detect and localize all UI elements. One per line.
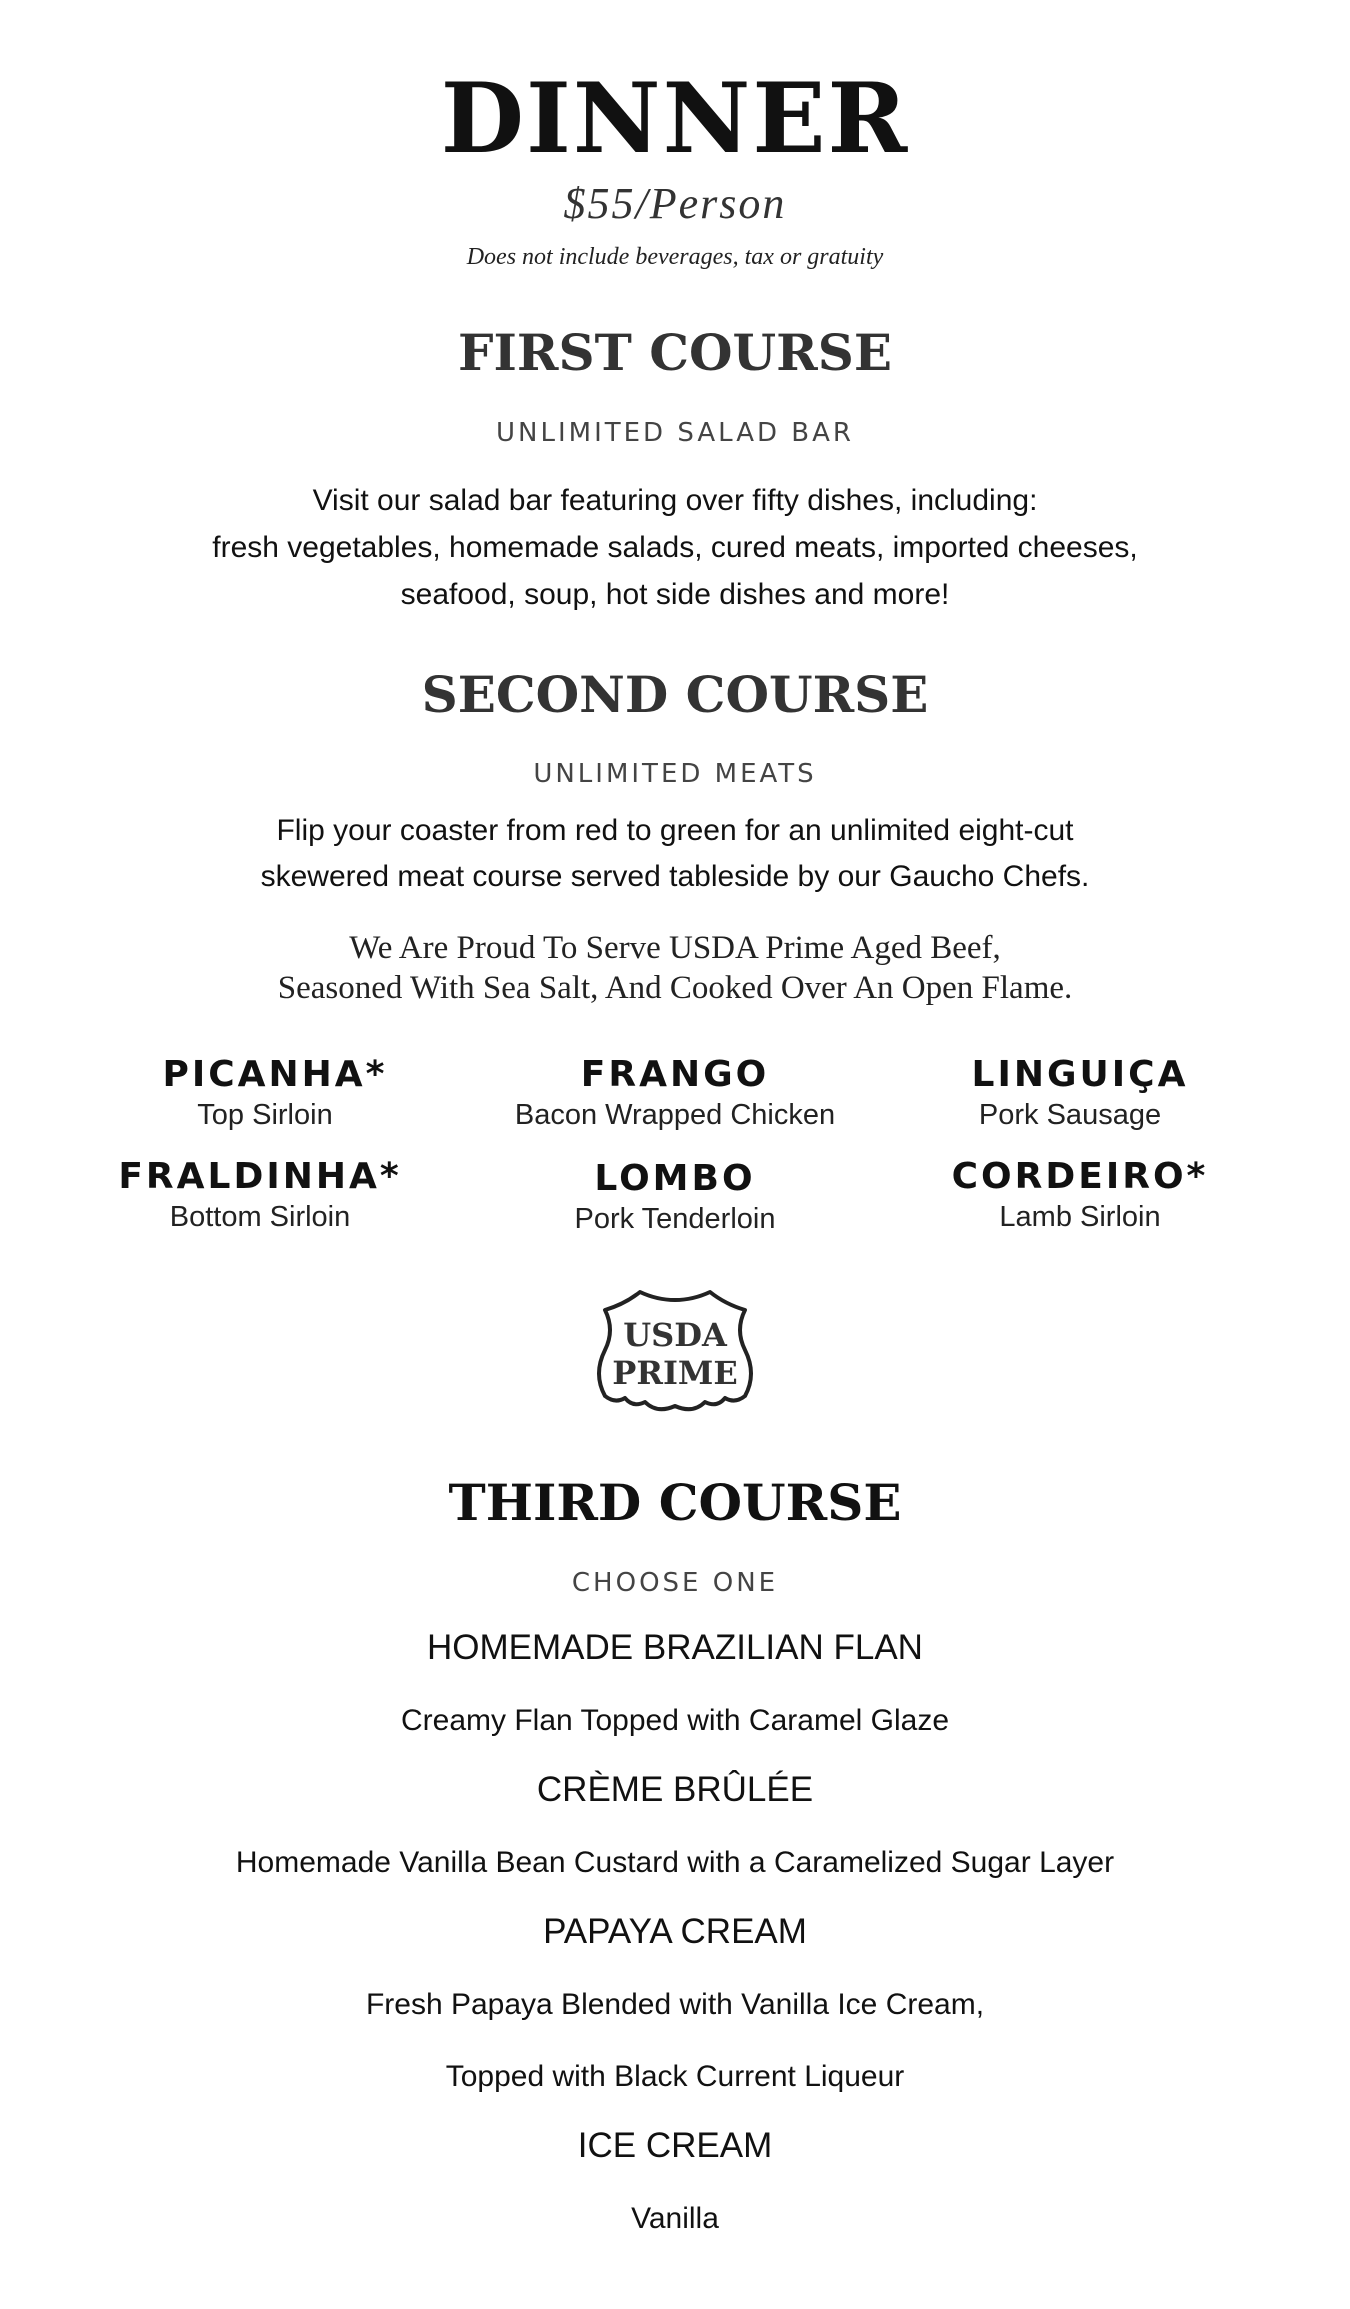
meat-description: Lamb Sirloin [999, 1201, 1161, 1233]
price-note: Does not include beverages, tax or gratuity [466, 244, 884, 270]
price-per-person: $55/Person [563, 179, 787, 228]
meat-item [110, 1156, 410, 1234]
third-course-subheading: CHOOSE ONE [571, 1568, 779, 1598]
dessert-description: Vanilla [631, 2202, 719, 2235]
meat-description: Top Sirloin [197, 1099, 333, 1131]
second-course-line-2: skewered meat course served tableside by our Gaucho Chefs. [260, 860, 1090, 893]
first-course-subheading: UNLIMITED SALAD BAR [496, 418, 854, 448]
meat-name: PICANHA* [162, 1054, 388, 1095]
menu-title: DINNER [440, 62, 910, 175]
meat-name: FRALDINHA* [118, 1156, 402, 1197]
dessert-description: Creamy Flan Topped with Caramel Glaze [400, 1704, 949, 1737]
first-course-line-2: fresh vegetables, homemade salads, cured meats, imported cheeses, [212, 531, 1138, 564]
dessert-description: Homemade Vanilla Bean Custard with a Caramelized Sugar Layer [235, 1846, 1115, 1879]
meat-description: Bacon Wrapped Chicken [514, 1099, 836, 1131]
meat-name: FRANGO [580, 1054, 770, 1095]
third-course-heading: THIRD COURSE [448, 1473, 902, 1532]
meat-description: Pork Tenderloin [574, 1203, 776, 1235]
second-course-line-1: Flip your coaster from red to green for an unlimited eight-cut [276, 814, 1074, 847]
dessert-name: CRÈME BRÛLÉE [536, 1770, 814, 1809]
first-course-line-1: Visit our salad bar featuring over fifty dishes, including: [312, 484, 1038, 517]
meat-item [920, 1054, 1240, 1132]
second-course-subheading: UNLIMITED MEATS [533, 759, 817, 789]
proud-line-2: Seasoned With Sea Salt, And Cooked Over An Open Flame. [277, 970, 1073, 1006]
dessert-name: HOMEMADE BRAZILIAN FLAN [427, 1628, 923, 1667]
meat-name: CORDEIRO* [951, 1156, 1209, 1197]
meat-item [110, 1054, 440, 1132]
badge-line-1: USDA [623, 1316, 727, 1354]
meat-name: LINGUIÇA [971, 1054, 1189, 1095]
first-course-heading: FIRST COURSE [458, 323, 892, 382]
meat-name: LOMBO [594, 1158, 756, 1199]
dessert-name: ICE CREAM [577, 2126, 773, 2165]
badge-line-2: PRIME [612, 1354, 738, 1392]
meat-item [500, 1158, 850, 1236]
dessert-description: Topped with Black Current Liqueur [445, 2060, 905, 2093]
usda-prime-shield-icon [585, 1282, 765, 1417]
proud-line-1: We Are Proud To Serve USDA Prime Aged Beef, [349, 930, 1001, 966]
meat-description: Bottom Sirloin [169, 1201, 351, 1233]
meat-description: Pork Sausage [978, 1099, 1162, 1131]
second-course-heading: SECOND COURSE [421, 665, 929, 724]
meat-item [930, 1156, 1230, 1234]
dessert-name: PAPAYA CREAM [543, 1912, 807, 1951]
meat-item [500, 1054, 850, 1132]
dessert-description: Fresh Papaya Blended with Vanilla Ice Cream, [365, 1988, 985, 2021]
first-course-line-3: seafood, soup, hot side dishes and more! [400, 578, 950, 611]
